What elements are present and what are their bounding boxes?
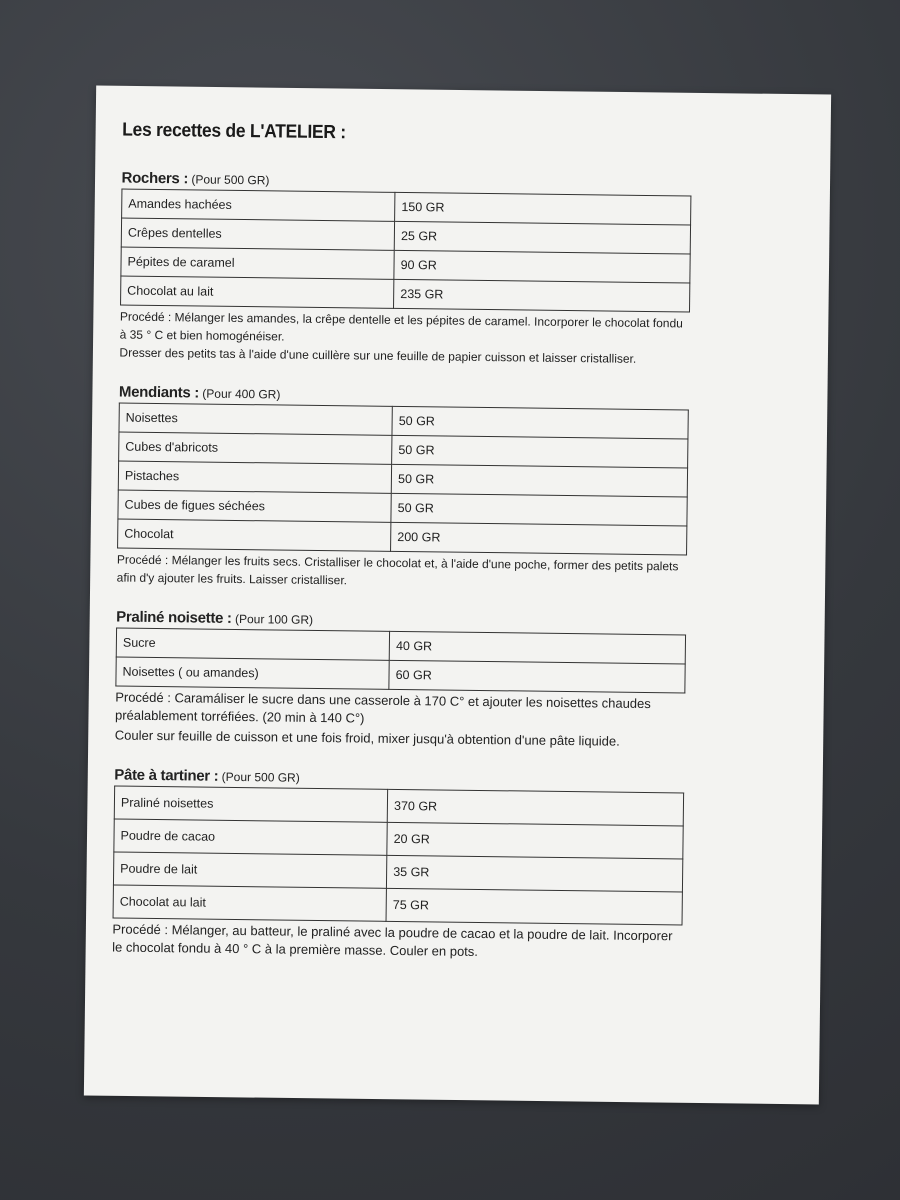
page-title: Les recettes de L'ATELIER : <box>122 119 346 144</box>
procedure-text: Couler sur feuille de cuisson et une fois froid, mixer jusqu'à obtention d'une pâte liquide. <box>114 727 620 749</box>
recipe-pate-a-tartiner <box>112 766 684 963</box>
recipe-portion: (Pour 500 GR) <box>191 172 270 188</box>
recipe-document <box>112 120 692 986</box>
ingredient-cell: Poudre de lait <box>113 852 386 888</box>
recipe-mendiants <box>117 384 689 594</box>
ingredient-cell: Poudre de cacao <box>114 819 387 855</box>
recipe-portion: (Pour 400 GR) <box>202 386 281 402</box>
procedure-text: Dresser des petits tas à l'aide d'une cuillère sur une feuille de papier cuisson et laisser cristalliser. <box>119 345 637 366</box>
quantity-cell: 40 GR <box>389 631 685 664</box>
table-row <box>116 657 685 693</box>
ingredients-table <box>113 785 685 925</box>
recipe-name: Rochers : <box>121 169 189 188</box>
quantity-cell: 35 GR <box>387 855 683 892</box>
procedure-text: Procédé : Caramáliser le sucre dans une casserole à 170 C° et ajouter les noisettes chaudes préalablement torréfiées. (20 min à 140 C°) <box>114 689 651 726</box>
ingredient-cell: Sucre <box>116 628 389 660</box>
quantity-cell: 50 GR <box>392 435 688 468</box>
ingredients-table <box>115 628 686 694</box>
recipe-name: Pâte à tartiner : <box>114 766 219 785</box>
quantity-cell: 235 GR <box>394 279 690 312</box>
quantity-cell: 25 GR <box>394 221 690 254</box>
table-row <box>121 276 690 312</box>
quantity-cell: 370 GR <box>387 789 683 826</box>
table-row <box>113 885 682 925</box>
quantity-cell: 200 GR <box>391 522 687 555</box>
ingredient-cell: Chocolat <box>118 519 391 551</box>
quantity-cell: 20 GR <box>387 822 683 859</box>
procedure-text: Procédé : Mélanger les fruits secs. Cristalliser le chocolat et, à l'aide d'une poche, former des petits palets afin d'y ajouter les fruits. Laisser cristalliser. <box>116 552 679 588</box>
recipe-portion: (Pour 500 GR) <box>221 769 300 785</box>
ingredient-cell: Crêpes dentelles <box>121 218 394 250</box>
ingredient-cell: Cubes d'abricots <box>119 432 392 464</box>
quantity-cell: 50 GR <box>391 464 687 497</box>
ingredient-cell: Chocolat au lait <box>121 276 394 308</box>
procedure-text: Procédé : Mélanger les amandes, la crêpe dentelle et les pépites de caramel. Incorporer le chocolat fondu à 35 ° C et bien homogénéiser. <box>119 309 683 344</box>
ingredient-cell: Noisettes ( ou amandes) <box>116 657 389 689</box>
quantity-cell: 60 GR <box>389 660 685 693</box>
recipe-rochers <box>119 170 691 369</box>
quantity-cell: 150 GR <box>395 192 691 225</box>
recipe-name: Mendiants : <box>118 383 200 402</box>
recipe-name: Praliné noisette : <box>116 608 232 627</box>
ingredient-cell: Praliné noisettes <box>114 786 387 822</box>
ingredient-cell: Cubes de figues séchées <box>118 490 391 522</box>
ingredient-cell: Amandes hachées <box>122 189 395 221</box>
quantity-cell: 90 GR <box>394 250 690 283</box>
recipe-portion: (Pour 100 GR) <box>234 611 314 627</box>
quantity-cell: 75 GR <box>386 888 682 925</box>
ingredients-table <box>120 189 691 313</box>
ingredient-cell: Chocolat au lait <box>113 885 386 921</box>
quantity-cell: 50 GR <box>391 493 687 526</box>
table-row <box>118 519 687 555</box>
recipe-praline <box>115 609 687 752</box>
ingredients-table <box>117 403 689 556</box>
ingredient-cell: Pépites de caramel <box>121 247 394 279</box>
ingredient-cell: Pistaches <box>118 461 391 493</box>
procedure-text: Procédé : Mélanger, au batteur, le praliné avec la poudre de cacao et la poudre de lait. Incorporer le chocolat fondu à 40 ° C à la première masse. Couler en pots. <box>112 921 673 959</box>
ingredient-cell: Noisettes <box>119 403 392 435</box>
quantity-cell: 50 GR <box>392 406 688 439</box>
